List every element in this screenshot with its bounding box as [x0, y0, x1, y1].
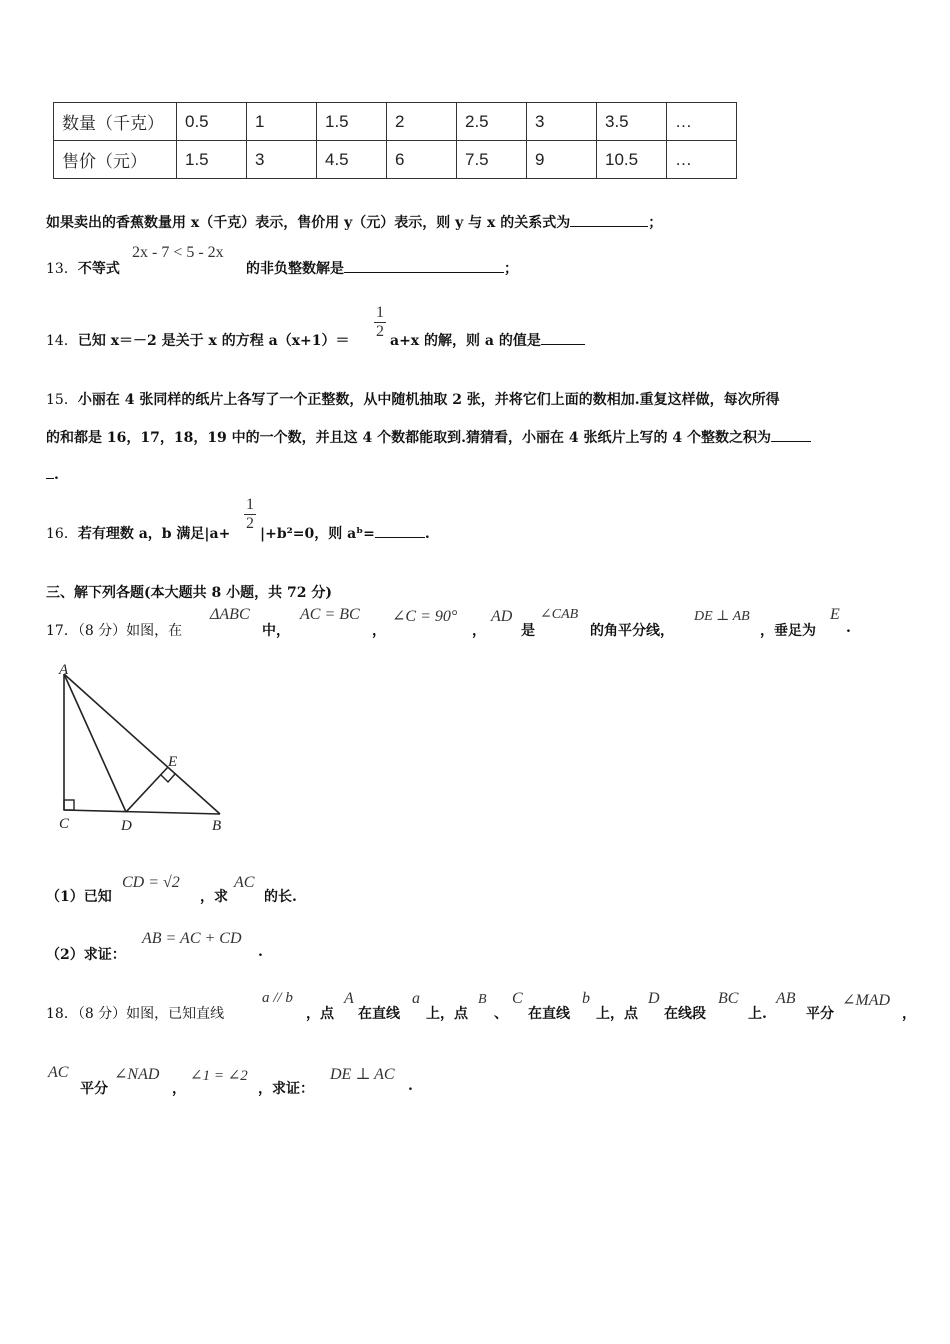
- point-c: C: [512, 990, 523, 1007]
- point-e: E: [830, 606, 840, 623]
- angle-mad: ∠MAD: [842, 992, 891, 1009]
- segment-de: [126, 767, 168, 812]
- text: 在直线: [528, 1006, 570, 1022]
- table-cell: 3: [527, 103, 597, 141]
- text: .: [258, 944, 263, 960]
- line-b: b: [582, 990, 590, 1007]
- table-cell: …: [667, 141, 737, 179]
- text: 的角平分线，: [590, 623, 674, 639]
- text: 在直线: [358, 1006, 400, 1022]
- table-cell: 6: [387, 141, 457, 179]
- answer-blank: [570, 212, 648, 227]
- question-13-tail: 的非负整数解是 ；: [246, 258, 518, 278]
- right-angle-mark-e: [161, 774, 175, 782]
- text: 中，: [262, 623, 290, 639]
- table-cell: 1.5: [317, 103, 387, 141]
- text: 在线段: [664, 1006, 706, 1022]
- text: ，求: [200, 889, 228, 905]
- segment-ac: AC: [234, 874, 255, 891]
- segment-ab: AB: [776, 990, 796, 1007]
- text: .: [846, 620, 851, 636]
- label-d: D: [121, 818, 132, 834]
- table-row: [54, 141, 737, 179]
- text: 上.: [748, 1006, 767, 1022]
- inequality-expression: 2x - 7 < 5 - 2x: [132, 244, 224, 261]
- table-row: [54, 103, 737, 141]
- table-cell: 10.5: [597, 141, 667, 179]
- question-17: 17．（8 分）如图，在: [46, 623, 183, 639]
- answer-blank: [541, 330, 585, 345]
- text: ，: [472, 623, 486, 639]
- answer-blank: [771, 427, 811, 442]
- label-e: E: [168, 754, 178, 770]
- text: 平分: [806, 1006, 834, 1022]
- table-cell: 3.5: [597, 103, 667, 141]
- answer-blank: [375, 523, 425, 538]
- text: ，求证：: [258, 1081, 314, 1097]
- table-cell: 1: [247, 103, 317, 141]
- text: 是: [521, 623, 535, 639]
- text: 、: [494, 1006, 508, 1022]
- equation-angle-c: ∠C = 90°: [392, 608, 458, 625]
- text: .: [408, 1078, 413, 1094]
- question-15: 15．小丽在 4 张同样的纸片上各写了一个正整数，从中随机抽取 2 张，并将它们上面的数相加.重复这样做，每次所得: [46, 392, 780, 408]
- part-2-label: （2）求证：: [46, 947, 126, 963]
- line-a: a: [412, 990, 420, 1007]
- text: ，: [372, 623, 386, 639]
- table-cell: 4.5: [317, 141, 387, 179]
- question-15-line3: .: [46, 464, 59, 483]
- section-title: 三、解下列各题(本大题共 8 小题，共 72 分): [46, 585, 332, 601]
- answer-blank: [344, 258, 504, 273]
- text: 的长.: [264, 889, 297, 905]
- equation-ac-bc: AC = BC: [300, 606, 360, 623]
- question-18: 18．（8 分）如图，已知直线: [46, 1006, 225, 1022]
- question-13: 13．不等式: [46, 261, 120, 277]
- text: ，点: [306, 1006, 334, 1022]
- text: 上，点: [426, 1006, 468, 1022]
- question-14: 14．已知 x＝－2 是关于 x 的方程 a（x+1）＝: [46, 333, 350, 349]
- triangle-figure: [48, 662, 238, 834]
- angle-nad: ∠NAD: [114, 1066, 160, 1083]
- question-15-line2: 的和都是 16，17，18，19 中的一个数，并且这 4 个数都能取到.猜猜看，小丽在 4 张纸片上写的 4 个整数之积为: [46, 427, 811, 447]
- question-16-tail: |+b²=0，则 aᵇ= .: [260, 523, 430, 543]
- point-b: B: [478, 992, 487, 1007]
- table-cell: 7.5: [457, 141, 527, 179]
- part-1-label: （1）已知: [46, 889, 112, 905]
- segment-ad: AD: [491, 608, 513, 625]
- table-cell: 1.5: [177, 141, 247, 179]
- equation-angles: ∠1 = ∠2: [190, 1068, 248, 1084]
- table-header-price: 售价（元）: [54, 141, 177, 179]
- fraction-one-half: $\frac{1}{2}$: [246, 496, 254, 532]
- perpendicular-de-ac: DE ⊥ AC: [330, 1066, 395, 1083]
- table-cell: 2: [387, 103, 457, 141]
- perpendicular-de-ab: DE ⊥ AB: [694, 609, 750, 624]
- table-cell: 2.5: [457, 103, 527, 141]
- segment-cb: [64, 810, 220, 814]
- text: ，垂足为: [760, 623, 816, 639]
- table-header-quantity: 数量（千克）: [54, 103, 177, 141]
- question-12: 如果卖出的香蕉数量用 x（千克）表示，售价用 y（元）表示，则 y 与 x 的关系式为 ；: [46, 212, 662, 232]
- price-table: [53, 102, 737, 179]
- segment-bc: BC: [718, 990, 739, 1007]
- equation-cd: CD = √2: [122, 874, 180, 891]
- table-cell: 0.5: [177, 103, 247, 141]
- fraction-one-half: $\frac{1}{2}$: [376, 304, 384, 340]
- equation-ab: AB = AC + CD: [142, 930, 242, 947]
- right-angle-mark-c: [64, 800, 74, 810]
- label-a: A: [59, 662, 69, 678]
- text: 平分: [80, 1081, 108, 1097]
- triangle-abc: ΔABC: [210, 606, 250, 623]
- text: ，: [172, 1081, 186, 1097]
- point-a: A: [344, 990, 354, 1007]
- segment-ab: [64, 674, 220, 814]
- segment-ad: [64, 674, 126, 812]
- text: ，: [902, 1006, 916, 1022]
- table-cell: 3: [247, 141, 317, 179]
- table-cell: 9: [527, 141, 597, 179]
- label-c: C: [59, 816, 70, 832]
- text: 上，点: [596, 1006, 638, 1022]
- parallel-lines: a // b: [262, 990, 293, 1006]
- label-b: B: [212, 818, 222, 834]
- question-14-tail: a+x 的解，则 a 的值是: [390, 330, 585, 350]
- angle-cab: ∠CAB: [540, 607, 579, 622]
- point-d: D: [648, 990, 660, 1007]
- segment-ac: AC: [48, 1064, 69, 1081]
- table-cell: …: [667, 103, 737, 141]
- question-16: 16．若有理数 a，b 满足|a+: [46, 526, 231, 542]
- answer-blank: [46, 464, 54, 479]
